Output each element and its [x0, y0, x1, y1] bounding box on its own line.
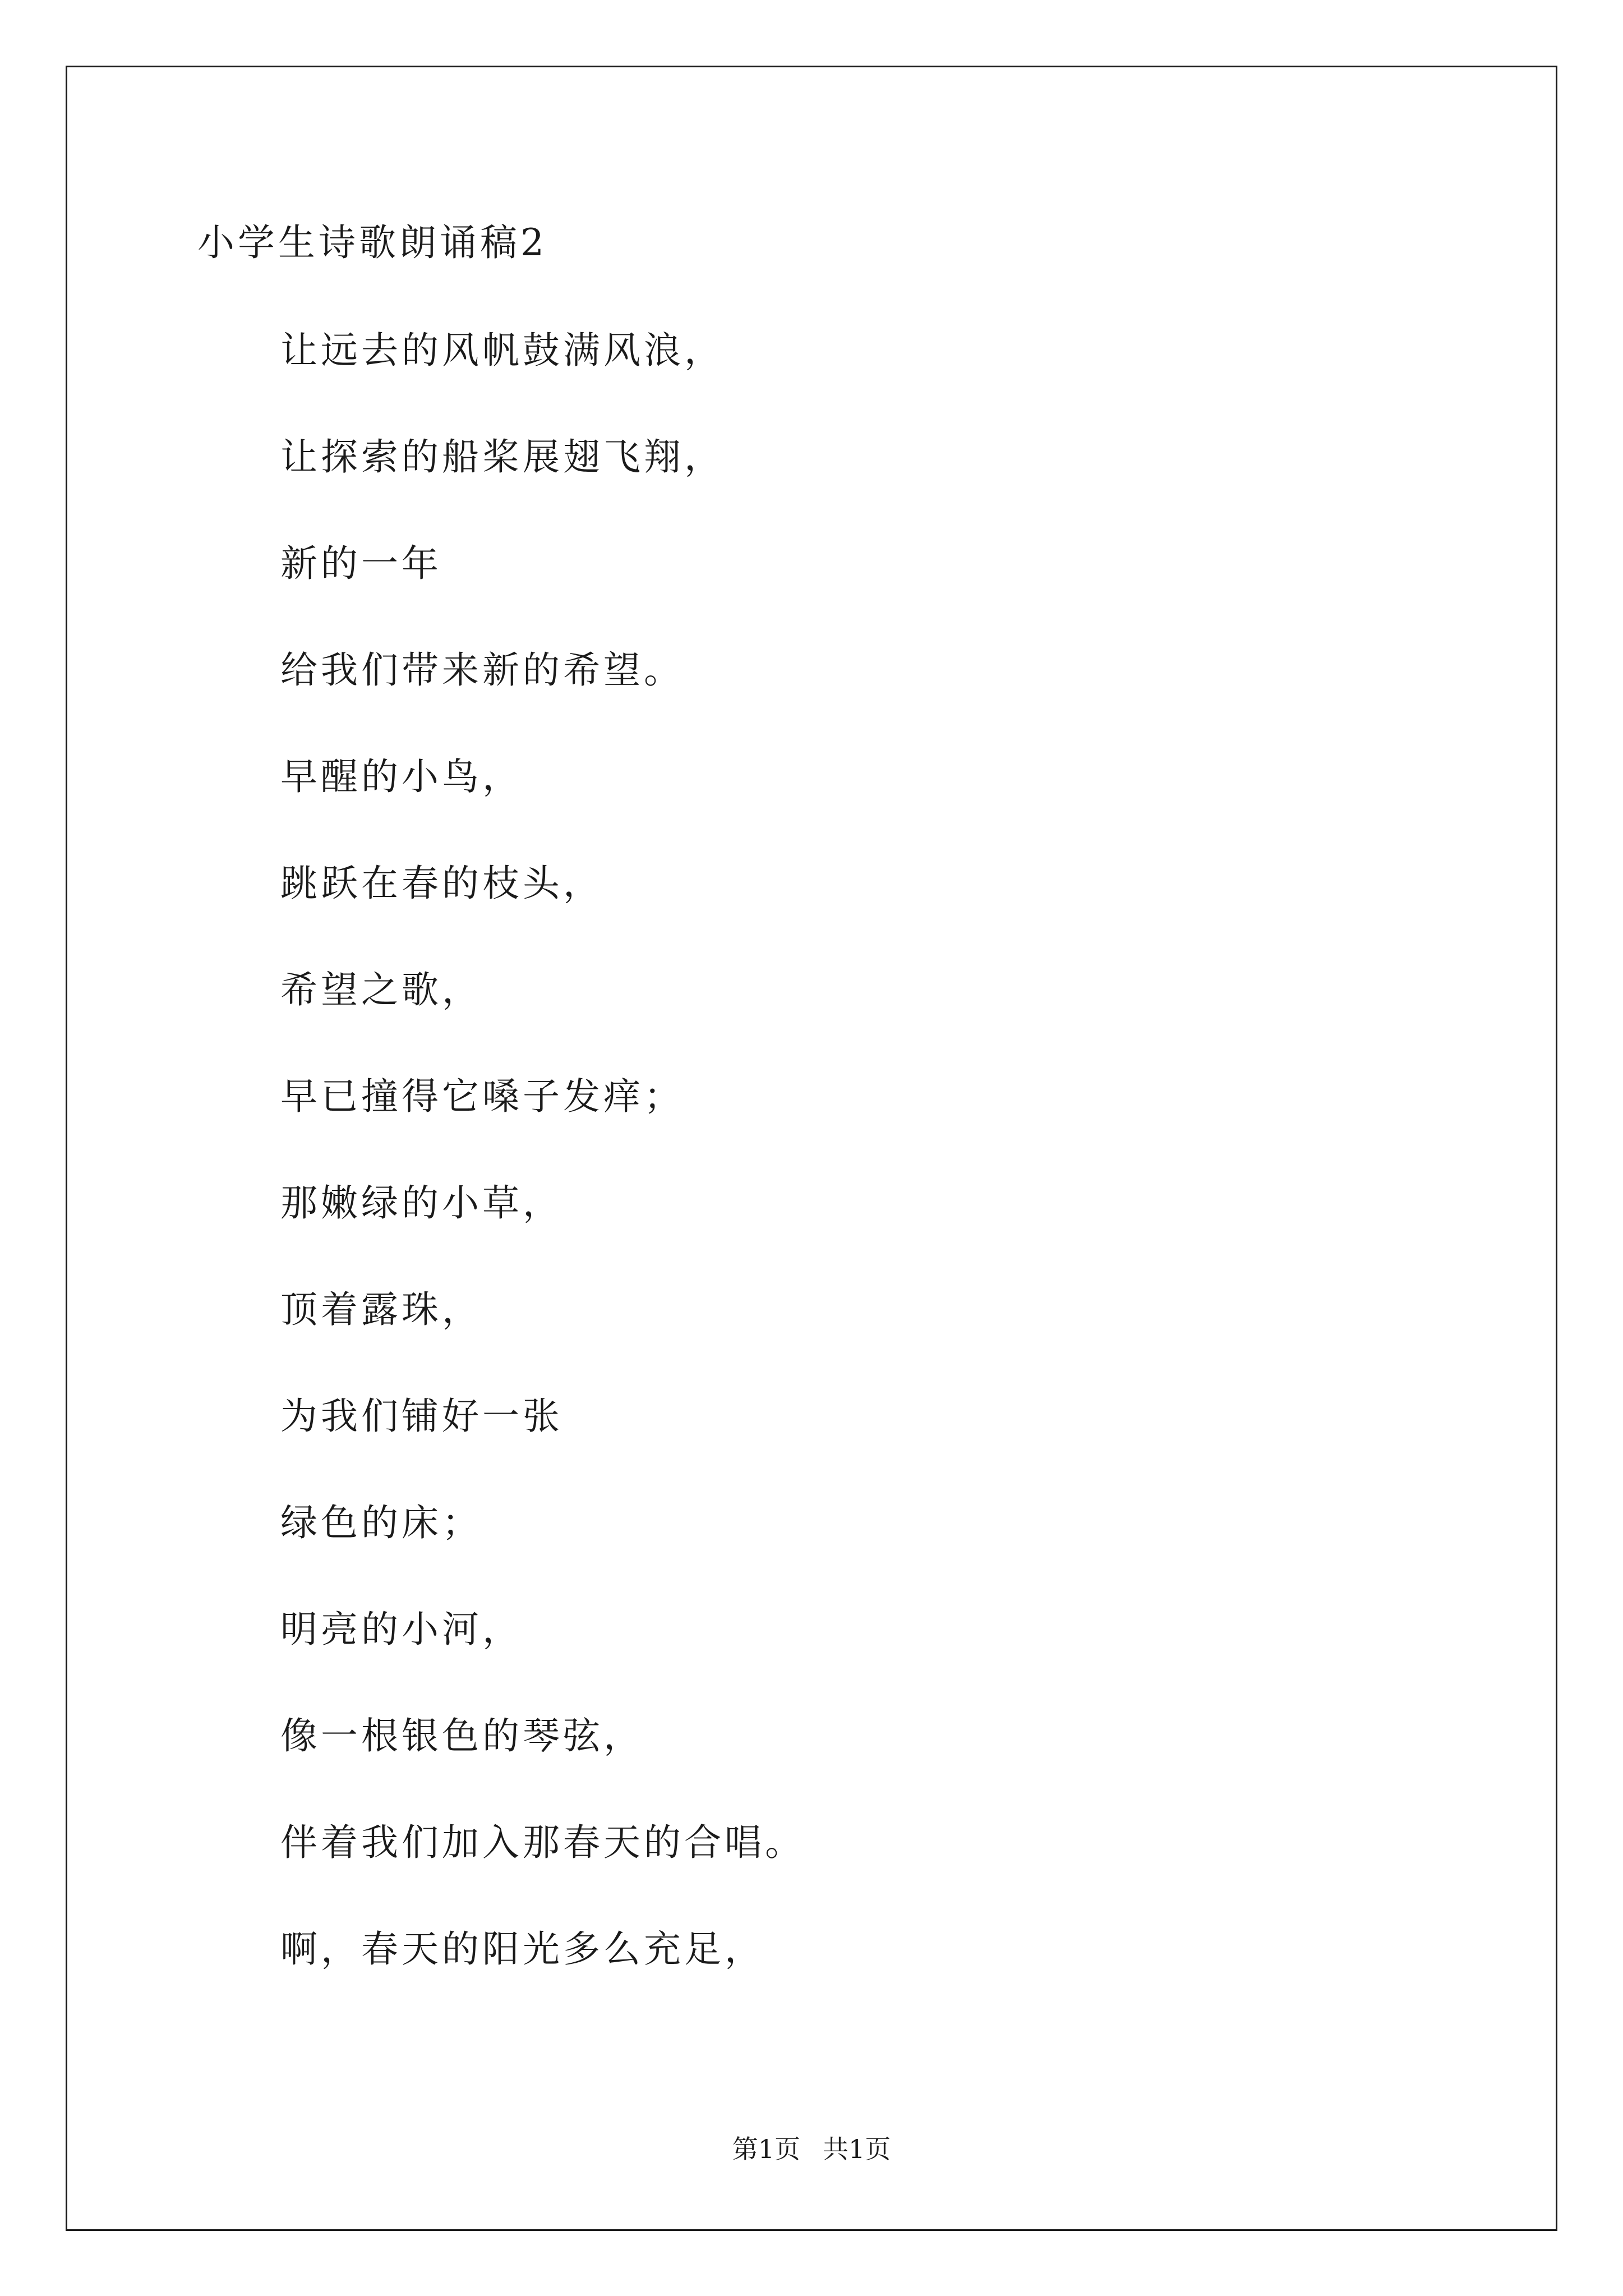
poem-line: 顶着露珠， [280, 1288, 482, 1331]
poem-line: 新的一年 [280, 542, 442, 585]
poem-line: 早已撞得它嗓子发痒； [280, 1075, 684, 1118]
poem-line: 伴着我们加入那春天的合唱。 [280, 1821, 805, 1864]
poem-line: 绿色的床； [280, 1501, 482, 1544]
poem-body [280, 329, 805, 2037]
poem-line: 让探索的船桨展翅飞翔， [280, 435, 725, 478]
poem-line: 让远去的风帆鼓满风浪， [280, 329, 725, 372]
page-footer [0, 2136, 1623, 2162]
page-total: 共1页 [823, 2134, 891, 2164]
poem-line: 为我们铺好一张 [280, 1395, 563, 1438]
poem-line: 跳跃在春的枝头， [280, 862, 603, 905]
poem-line: 明亮的小河， [280, 1608, 523, 1651]
page-number: 第1页 [732, 2134, 800, 2164]
poem-line: 希望之歌， [280, 968, 482, 1011]
document-title: 小学生诗歌朗诵稿2 [197, 221, 547, 264]
poem-line: 给我们带来新的希望。 [280, 648, 684, 692]
poem-line: 早醒的小鸟， [280, 755, 523, 798]
poem-line: 像一根银色的琴弦， [280, 1714, 644, 1757]
poem-line: 那嫩绿的小草， [280, 1181, 563, 1225]
poem-line: 啊，春天的阳光多么充足， [280, 1927, 765, 1971]
